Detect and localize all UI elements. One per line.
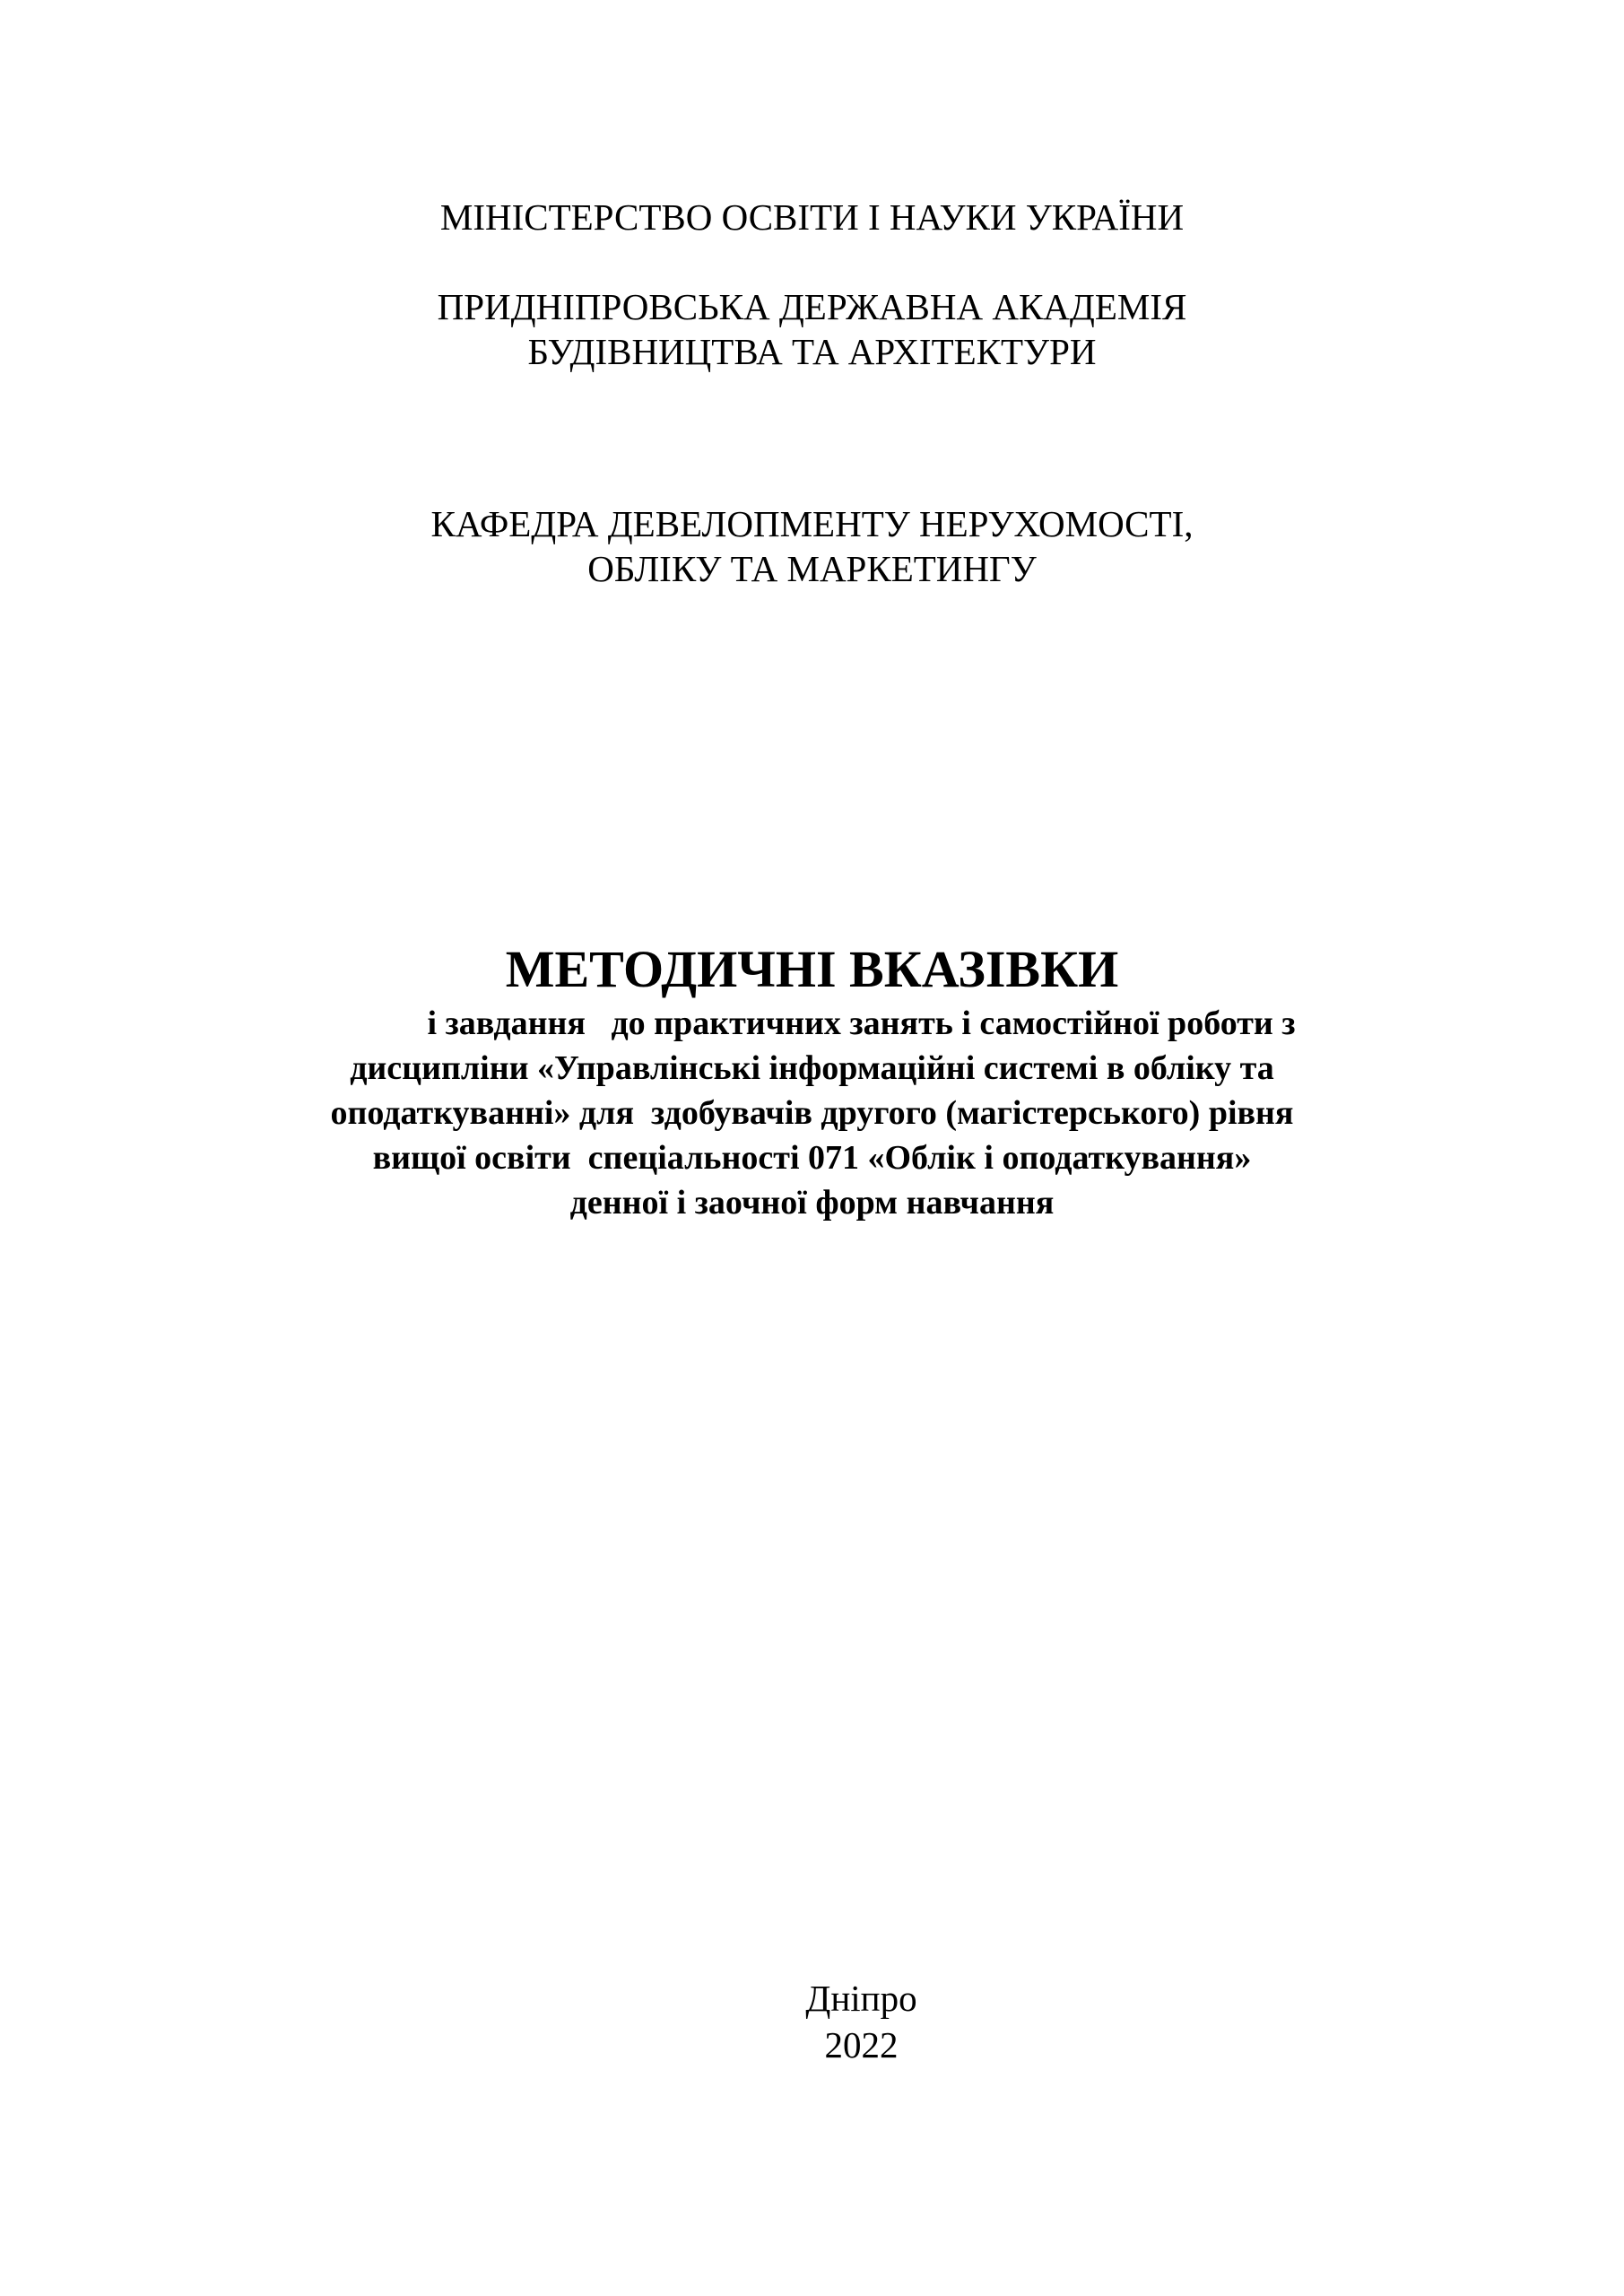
department-name-line-2: ОБЛІКУ ТА МАРКЕТИНГУ — [587, 548, 1037, 589]
ministry-name: МІНІСТЕРСТВО ОСВІТИ І НАУКИ УКРАЇНИ — [439, 196, 1185, 238]
subtitle-line-4: вищої освіти спеціальності 071 «Облік і оподаткування» — [372, 1139, 1252, 1177]
subtitle-line-2: дисципліни «Управлінські інформаційні системі в обліку та — [350, 1049, 1274, 1087]
publication-city: Дніпро — [805, 1978, 917, 2019]
subtitle-line-1: і завдання до практичних занять і самостійної роботи з — [427, 1004, 1296, 1042]
subtitle-line-5: денної і заочної форм навчання — [569, 1184, 1055, 1222]
department-name-line-1: КАФЕДРА ДЕВЕЛОПМЕНТУ НЕРУХОМОСТІ, — [430, 503, 1194, 544]
document-title: МЕТОДИЧНІ ВКАЗІВКИ — [505, 940, 1119, 998]
publication-year: 2022 — [824, 2024, 899, 2066]
academy-name-line-2: БУДІВНИЦТВА ТА АРХІТЕКТУРИ — [527, 331, 1097, 372]
subtitle-line-3: оподаткуванні» для здобувачів другого (магістерського) рівня — [330, 1094, 1294, 1132]
academy-name-line-1: ПРИДНІПРОВСЬКА ДЕРЖАВНА АКАДЕМІЯ — [437, 286, 1187, 327]
